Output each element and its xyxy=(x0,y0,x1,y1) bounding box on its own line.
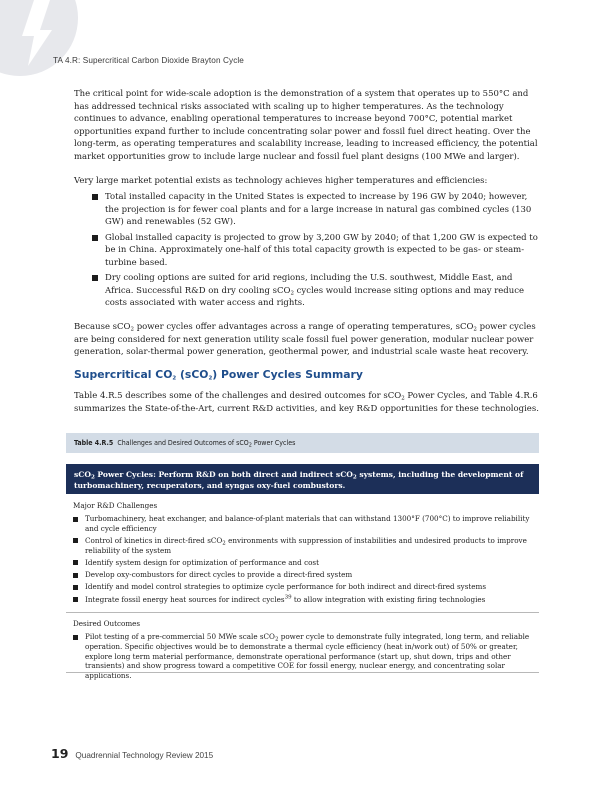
bullet-text: Global installed capacity is projected to grow by 3,200 GW by 2040; of that 1,200 GW is expected to be in China. Approximately one-half of this total capacity growth is expected to be gas- or steam-turbine based. xyxy=(105,232,538,268)
paragraph-table-intro: Table 4.R.5 describes some of the challenges and desired outcomes for sCO$_2$ Power Cycles, and Table 4.R.6 summarizes the State-of-the-Art, current R&D activities, and key R&D opportunities for these technologies. xyxy=(74,391,539,414)
publication-title: Quadrennial Technology Review 2015 xyxy=(75,751,214,760)
square-bullet-icon xyxy=(73,635,78,640)
list-item xyxy=(92,272,540,310)
square-bullet-icon xyxy=(73,538,78,543)
table-label: Table 4.R.5 xyxy=(74,439,114,447)
challenges-list xyxy=(73,514,538,607)
square-bullet-icon xyxy=(73,517,78,522)
paragraph-critical-point: The critical point for wide-scale adoption is the demonstration of a system that operates up to 550°C and has addressed technical risks associated with scaling up to higher temperatures. As the technology continues to advance, enabling operational temperatures to increase beyond 700°C, potential market opportunities expand further to include concentrating solar power and fossil fuel direct heating. Over the long-term, as operating temperatures and scalability increase, leading to increased efficiency, the potential market opportunities grow to include large nuclear and fossil fuel plant designs (100 MWe and larger). xyxy=(74,89,538,162)
square-bullet-icon xyxy=(92,235,98,241)
lightning-bolt-icon xyxy=(0,0,80,80)
list-item: Identify system design for optimization of performance and cost xyxy=(73,558,538,568)
bullet-text: Dry cooling options are suited for arid regions, including the U.S. southwest, Middle East, and Africa. Successful R&D on dry cooling sCO$_2$ cycles would increase siting options and may reduce costs associated with water access and rights. xyxy=(105,273,525,308)
footer xyxy=(51,745,213,763)
list-item: Identify and model control strategies to optimize cycle performance for both indirect and direct-fired systems xyxy=(73,582,538,592)
list-item: Integrate fossil energy heat sources for indirect cycles$^{39}$ to allow integration with existing firing technologies xyxy=(73,595,538,605)
list-item xyxy=(92,191,540,229)
table-divider xyxy=(66,612,539,613)
list-item: Pilot testing of a pre-commercial 50 MWe scale sCO$_2$ power cycle to demonstrate fully integrated, long term, and reliable operation. Specific objectives would be to demonstrate a thermal cycle efficiency (heat in/work out) of 50% or greater, explore long term material performance, demonstrate operational performance (start up, shut down, trips and other transients) and show progress toward a competitive COE for fossil energy, nuclear energy, and concentrating solar applications. xyxy=(73,632,538,681)
page-number: 19 xyxy=(51,746,69,761)
square-bullet-icon xyxy=(92,194,98,200)
square-bullet-icon xyxy=(73,560,78,565)
list-item: Control of kinetics in direct-fired sCO$_2$ environments with suppression of instabilities and undesired products to improve reliability of the system xyxy=(73,536,538,556)
list-item: Turbomachinery, heat exchanger, and balance-of-plant materials that can withstand 1300°F (700°C) to improve reliability and cycle efficiency xyxy=(73,514,538,534)
section-heading: Supercritical $CO_2$ (sCO$_2$) Power Cycles Summary xyxy=(74,368,363,382)
footnote-ref: 39 xyxy=(284,594,292,601)
list-item: Develop oxy-combustors for direct cycles to provide a direct-fired system xyxy=(73,570,538,580)
outcomes-label: Desired Outcomes xyxy=(73,619,141,628)
square-bullet-icon xyxy=(73,597,78,602)
square-bullet-icon xyxy=(73,573,78,578)
running-head: TA 4.R: Supercritical Carbon Dioxide Brayton Cycle xyxy=(53,56,244,65)
square-bullet-icon xyxy=(73,585,78,590)
table-header-band: sCO$_2$ Power Cycles: Perform R&D on both direct and indirect sCO$_2$ systems, including the development of turbomachinery, recuperators, and syngas oxy-fuel combustors. xyxy=(66,464,539,494)
outcomes-list xyxy=(73,632,538,683)
paragraph-market-potential: Very large market potential exists as technology achieves higher temperatures and efficiencies: xyxy=(74,176,488,186)
market-bullet-list xyxy=(92,191,540,313)
list-item xyxy=(92,232,540,270)
challenges-label: Major R&D Challenges xyxy=(73,501,158,510)
table-bottom-rule xyxy=(66,672,539,673)
square-bullet-icon xyxy=(92,275,98,281)
paragraph-operating-temperatures: Because sCO$_2$ power cycles offer advantages across a range of operating temperatures, sCO$_2$ power cycles are being considered for next generation utility scale fossil fuel power generation, modular nuclear power generation, solar-thermal power generation, geothermal power, and industrial scale waste heat recovery. xyxy=(74,322,536,357)
table-caption: Table 4.R.5 Challenges and Desired Outcomes of sCO$_2$ Power Cycles xyxy=(66,433,539,453)
bullet-text: Total installed capacity in the United States is expected to increase by 196 GW by 2040; however, the projection is for fewer coal plants and for a large increase in natural gas combined cycles (130 GW) and renewables (52 GW). xyxy=(105,192,532,227)
